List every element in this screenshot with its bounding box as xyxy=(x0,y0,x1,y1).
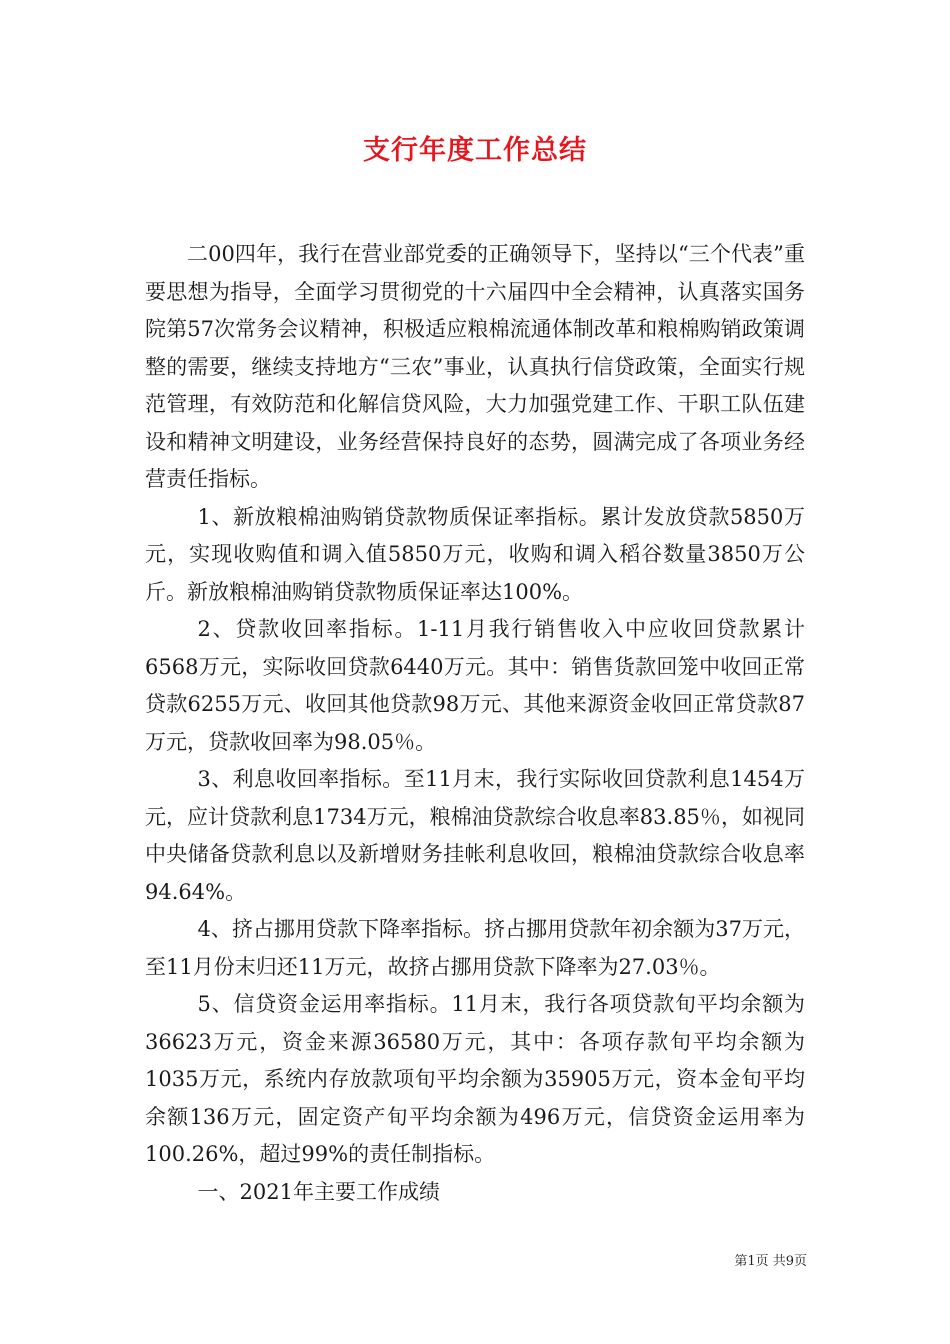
intro-paragraph: 二00四年，我行在营业部党委的正确领导下，坚持以“三个代表”重要思想为指导，全面学习贯彻党的十六届四中全会精神，认真落实国务院第57次常务会议精神，积极适应粮棉流通体制改革和粮棉购销政策调整的需要，继续支持地方“三农”事业，认真执行信贷政策，全面实行规范管理，有效防范和化解信贷风险，大力加强党建工作、干职工队伍建设和精神文明建设，业务经营保持良好的态势，圆满完成了各项业务经营责任指标。 xyxy=(145,242,805,491)
item-paragraph-1: 1、新放粮棉油购销贷款物质保证率指标。累计发放贷款5850万元，实现收购值和调入值5850万元，收购和调入稻谷数量3850万公斤。新放粮棉油购销贷款物质保证率达100%。 xyxy=(145,504,805,604)
document-title: 支行年度工作总结 xyxy=(363,135,587,166)
document-body xyxy=(145,236,805,1211)
page-indicator: 第1页 共9页 xyxy=(734,1254,807,1269)
item-paragraph-5: 5、信贷资金运用率指标。11月末，我行各项贷款旬平均余额为36623万元，资金来源36580万元，其中：各项存款旬平均余额为1035万元，系统内存放款项旬平均余额为35905万元，资本金旬平均余额136万元，固定资产旬平均余额为496万元，信贷资金运用率为100.26%，超过99%的责任制指标。 xyxy=(145,992,805,1166)
item-paragraph-2: 2、贷款收回率指标。1-11月我行销售收入中应收回贷款累计6568万元，实际收回贷款6440万元。其中：销售货款回笼中收回正常贷款6255万元、收回其他贷款98万元、其他来源资金收回正常贷款87万元，贷款收回率为98.05％。 xyxy=(145,617,805,754)
item-paragraph-4: 4、挤占挪用贷款下降率指标。挤占挪用贷款年初余额为37万元，至11月份末归还11万元，故挤占挪用贷款下降率为27.03％。 xyxy=(145,917,805,979)
item-paragraph-3: 3、利息收回率指标。至11月末，我行实际收回贷款利息1454万元，应计贷款利息1734万元，粮棉油贷款综合收息率83.85％，如视同中央储备贷款利息以及新增财务挂帐利息收回，粮棉油贷款综合收息率94.64%。 xyxy=(145,767,805,904)
section-heading: 一、2021年主要工作成绩 xyxy=(197,1179,440,1204)
